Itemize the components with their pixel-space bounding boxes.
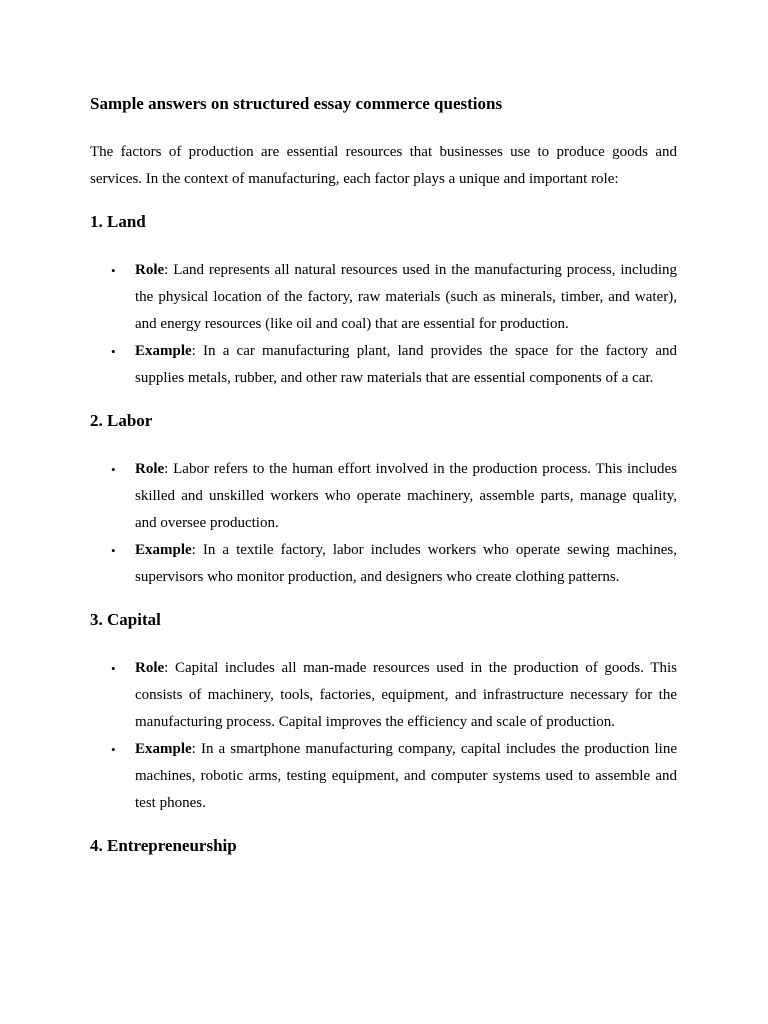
list-item <box>90 456 677 537</box>
bullet-icon: • <box>111 462 116 477</box>
page-title: Sample answers on structured essay commerce questions <box>90 94 503 113</box>
bullet-icon: • <box>111 344 116 359</box>
item-term: Example <box>135 542 192 558</box>
document-page <box>90 92 677 858</box>
item-text: : Labor refers to the human effort involved in the production process. This includes skilled and unskilled workers who operate machinery, assemble parts, manage quality, and oversee production. <box>135 461 677 531</box>
item-term: Role <box>135 262 165 278</box>
item-text: : In a textile factory, labor includes workers who operate sewing machines, supervisors who monitor production, and designers who create clothing patterns. <box>135 542 677 585</box>
section-capital <box>90 608 677 817</box>
bullet-icon: • <box>111 263 116 278</box>
item-term: Example <box>135 741 192 757</box>
list-item <box>90 736 677 817</box>
intro-paragraph: The factors of production are essential resources that businesses use to produce goods and services. In the context of manufacturing, each factor plays a unique and important role: <box>90 144 677 187</box>
item-text: : Land represents all natural resources used in the manufacturing process, including the physical location of the factory, raw materials (such as minerals, timber, and water), and energy resources (like oil and coal) that are essential for production. <box>135 262 677 332</box>
bullet-list <box>90 257 677 392</box>
section-land <box>90 210 677 392</box>
section-heading: 4. Entrepreneurship <box>90 836 237 855</box>
section-heading: 3. Capital <box>90 610 161 629</box>
section-heading: 1. Land <box>90 212 146 231</box>
list-item <box>90 257 677 338</box>
bullet-list <box>90 456 677 591</box>
list-item <box>90 537 677 591</box>
bullet-icon: • <box>111 742 116 757</box>
item-text: : In a car manufacturing plant, land provides the space for the factory and supplies metals, rubber, and other raw materials that are essential components of a car. <box>135 343 677 386</box>
item-text: : Capital includes all man-made resources used in the production of goods. This consists of machinery, tools, factories, equipment, and infrastructure necessary for the manufacturing process. Capital improves the efficiency and scale of production. <box>135 660 677 730</box>
bullet-list <box>90 655 677 817</box>
bullet-icon: • <box>111 543 116 558</box>
list-item <box>90 338 677 392</box>
list-item <box>90 655 677 736</box>
item-term: Role <box>135 461 165 477</box>
item-term: Role <box>135 660 165 676</box>
section-labor <box>90 409 677 591</box>
item-term: Example <box>135 343 192 359</box>
section-entrepreneurship <box>90 834 677 858</box>
item-text: : In a smartphone manufacturing company, capital includes the production line machines, robotic arms, testing equipment, and computer systems used to assemble and test phones. <box>135 741 677 811</box>
bullet-icon: • <box>111 661 116 676</box>
section-heading: 2. Labor <box>90 411 153 430</box>
